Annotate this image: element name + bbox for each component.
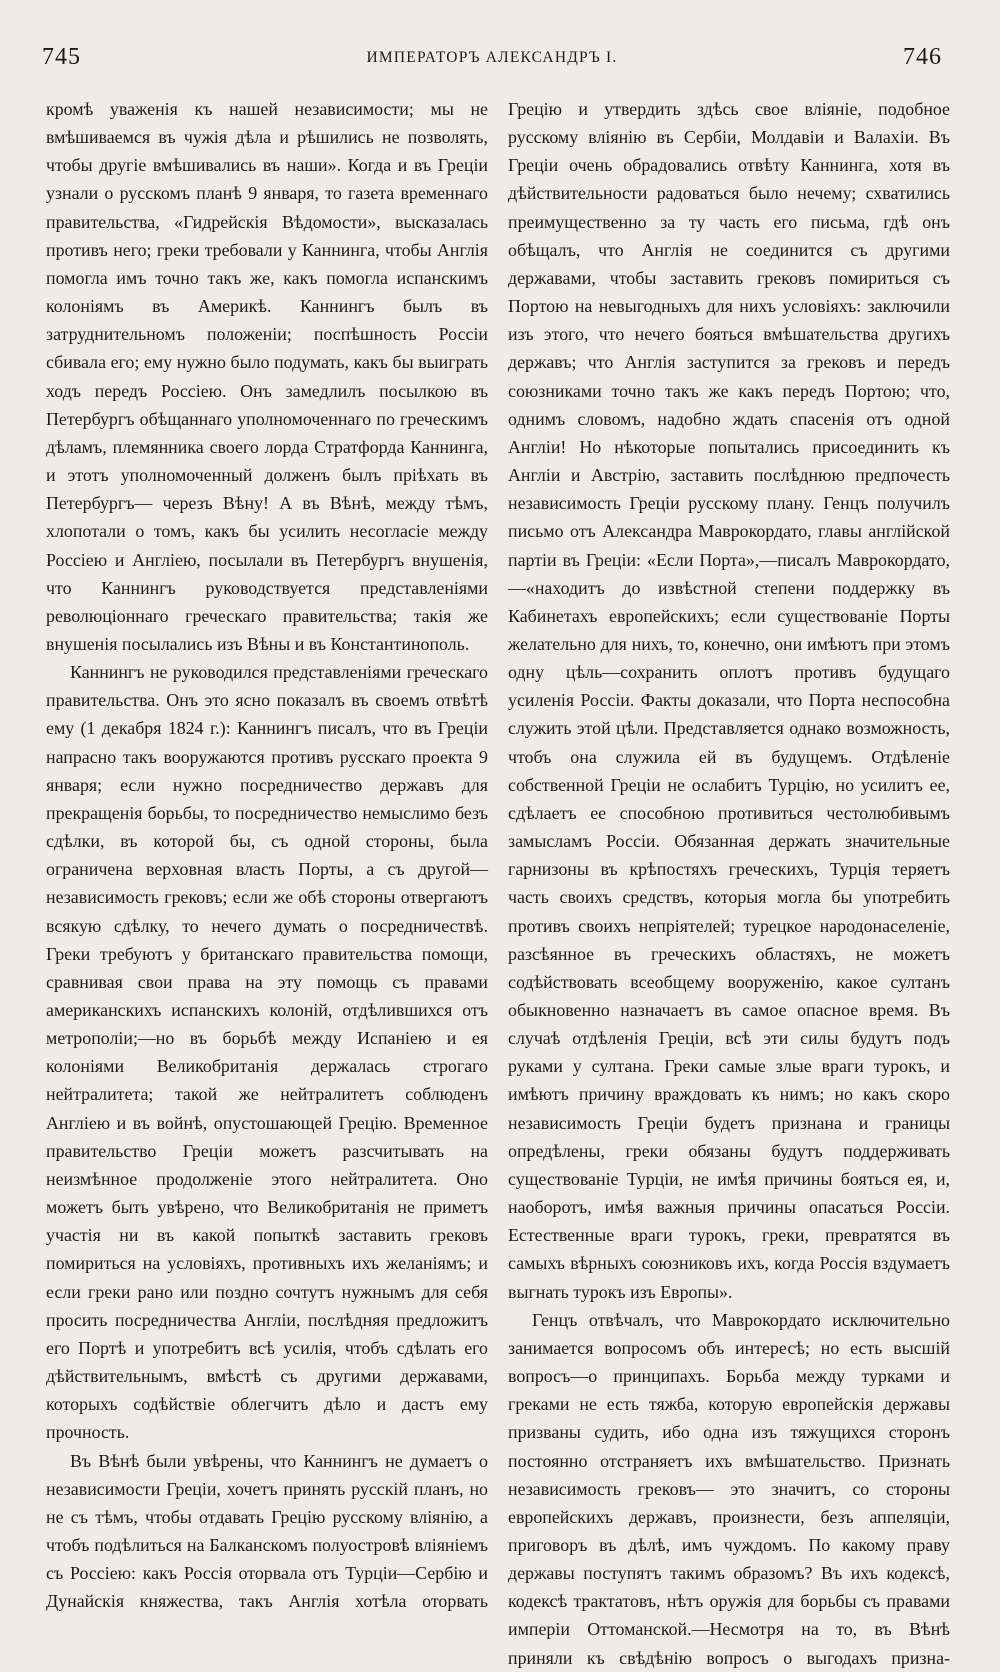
left-paragraph-1: кромѣ уваженія къ нашей независимости; мы не вмѣшиваемся въ чужія дѣла и рѣшились не позволять, чтобы другіе вмѣшивались въ наши». Когда и въ Греціи узнали о русскомъ планѣ 9 января, то газета временнаго правительства, «Гидрейскія Вѣдомости», высказалась противъ него; греки требовали у Каннинга, чтобы Англія помогла имъ точно такъ же, какъ помогла испанскимъ колоніямъ въ Америкѣ. Каннингъ былъ въ затруднительномъ положеніи; поспѣшность Россіи сбивала его; ему нужно было подумать, какъ бы выиграть ходъ передъ Россіею. Онъ замедлилъ посылкою въ Петербургъ обѣщаннаго уполномоченнаго по греческимъ дѣламъ, племянника своего лорда Стратфорда Каннинга, и этотъ уполномоченный долженъ былъ пріѣхать въ Петербургъ— черезъ Вѣну! А въ Вѣнѣ, между тѣмъ, хлопотали о томъ, какъ бы усилить несогласіе между Россіею и Англіею, посылали въ Петербургъ внушенія, что Каннингъ руководствуется представленіями революціоннаго греческаго правительства; такія же внушенія посылались изъ Вѣны и въ Константинополь. — [46, 99, 488, 654]
right-paragraph-1: Грецію и утвердить здѣсь свое вліяніе, подобное русскому вліянію въ Сербіи, Молдавіи и Валахіи. Въ Греціи очень обрадовались отвѣту Каннинга, хотя въ дѣйствительности радоваться было нечему; схватились преимущественно за ту часть его письма, гдѣ онъ обѣщалъ, что Англія не соединится съ другими державами, чтобы заставить грековъ помириться съ Портою на невыгодныхъ для нихъ условіяхъ: заключили изъ этого, что нечего бояться вмѣшательства другихъ державъ; что Англія заступится за грековъ и передъ союзниками точно такъ же какъ передъ Портою; что, однимъ словомъ, надобно ждать спасенія отъ одной Англіи! Но нѣкоторые попытались присоединить къ Англіи и Австрію, заставить послѣднюю предпочесть независимость Греціи русскому плану. Генцъ получилъ письмо отъ Александра Маврокордато, главы англійской партіи въ Греціи: «Если Порта»,—писалъ Маврокордато,—«находитъ до извѣстной степени поддержку въ Кабинетахъ европейскихъ; если существованіе Порты желательно для нихъ, то, конечно, они имѣютъ при этомъ одну цѣль—сохранить оплотъ противъ будущаго усиленія Россіи. Факты доказали, что Порта неспособна служить этой цѣли. Представляется однако возможность, чтобъ она служила ей въ будущемъ. Отдѣленіе собственной Греціи не ослабитъ Турцію, но усилитъ ее, сдѣлаетъ ее способною противиться честолюбивымъ замысламъ Россіи. Обязанная держать значительные гарнизоны въ крѣпостяхъ греческихъ, Турція теряетъ часть своихъ средствъ, которыя могла бы употребить противъ своихъ непріятелей; турецкое народонаселеніе, разсѣянное въ греческихъ областяхъ, не можетъ содѣйствовать всеобщему вооруженію, какое султанъ обыкновенно назначаетъ въ самое опасное время. Въ случаѣ отдѣленія Греціи, всѣ эти силы будутъ подъ руками у султана. Греки самые злые враги турокъ, и имѣютъ причину враждовать къ нимъ; но какъ скоро независимость Греціи будетъ признана и границы опредѣлены, греки обязаны будутъ поддерживать существованіе Турціи, не имѣя причины бояться ея, и, наоборотъ, имѣя важныя причины опасаться Россіи. Естественные враги турокъ, греки, превратятся въ самыхъ вѣрныхъ союзниковъ ихъ, когда Россія вздумаетъ выгнать турокъ изъ Европы». — [508, 99, 950, 1302]
right-paragraph-2: Генцъ отвѣчалъ, что Маврокордато исключительно занимается вопросомъ объ интересѣ; но есть высшій вопросъ—о принципахъ. Борьба между турками и греками не есть тяжба, которую европейскія державы призваны судить, ибо одна изъ тяжущихся сторонъ постоянно отстраняетъ ихъ вмѣшательство. Признать независимость грековъ— это значитъ, со стороны европейскихъ державъ, произнести, безъ аппеляціи, приговоръ въ дѣлѣ, имъ чуждомъ. По какому праву державы поступятъ такимъ образомъ? Въ ихъ кодексѣ, кодексѣ трактатовъ, нѣтъ оружія для борьбы съ правами имперіи Оттоманской.—Несмотря на то, въ Вѣнѣ приняли къ свѣдѣнію вопросъ о выгодахъ призна- — [508, 1309, 950, 1668]
running-header — [42, 44, 942, 84]
page-number-left: 745 — [42, 44, 81, 70]
page-number-right: 746 — [903, 44, 942, 70]
left-paragraph-3: Въ Вѣнѣ были увѣрены, что Каннингъ не думаетъ о независимости Греціи, хочетъ принять русскій планъ, но не съ тѣмъ, чтобы отдавать Грецію русскому вліянію, а чтобъ подѣлиться на Балканскомъ полуостровѣ вліяніемъ съ Россіею: какъ Россія оторвала отъ Турціи—Сербію и Дунайскія княжества, такъ Англія хотѣла оторвать — [46, 1450, 488, 1612]
right-column — [508, 95, 950, 1672]
running-title: ИМПЕРАТОРЪ АЛЕКСАНДРЪ I. — [366, 49, 618, 66]
left-column — [46, 95, 488, 1615]
left-paragraph-2: Каннингъ не руководился представленіями греческаго правительства. Онъ это ясно показалъ въ своемъ отвѣтѣ ему (1 декабря 1824 г.): Каннингъ писалъ, что въ Греціи напрасно такъ вооружаются противъ русскаго проекта 9 января; если нужно посредничество державъ для прекращенія борьбы, то посредничество немыслимо безъ сдѣлки, въ которой бы, съ одной стороны, была ограничена верховная власть Порты, а съ другой—независимость грековъ; если же обѣ стороны отвергаютъ всякую сдѣлку, то нечего думать о посредничествѣ. Греки требуютъ у британскаго правительства помощи, сравнивая свои права на эту помощь съ правами американскихъ испанскихъ колоній, отдѣлившихся отъ метрополіи;—но въ борьбѣ между Испаніею и ея колоніями Великобританія держалась строгаго нейтралитета; такой же нейтралитетъ соблюденъ Англіею и въ войнѣ, опустошающей Грецію. Временное правительство Греціи можетъ разсчитывать на неизмѣнное продолженіе этого нейтралитета. Оно можетъ быть увѣрено, что Великобританія не приметъ участія ни въ какой попыткѣ заставить грековъ помириться на условіяхъ, противныхъ ихъ желаніямъ; и если греки рано или поздно сочтутъ нужнымъ для себя просить посредничества Англіи, послѣдняя предложитъ его Портѣ и употребитъ всѣ усилія, чтобъ сдѣлать его дѣйствительнымъ, вмѣстѣ съ другими державами, которыхъ содѣйствіе облегчитъ дѣло и дастъ ему прочность. — [46, 662, 488, 1443]
